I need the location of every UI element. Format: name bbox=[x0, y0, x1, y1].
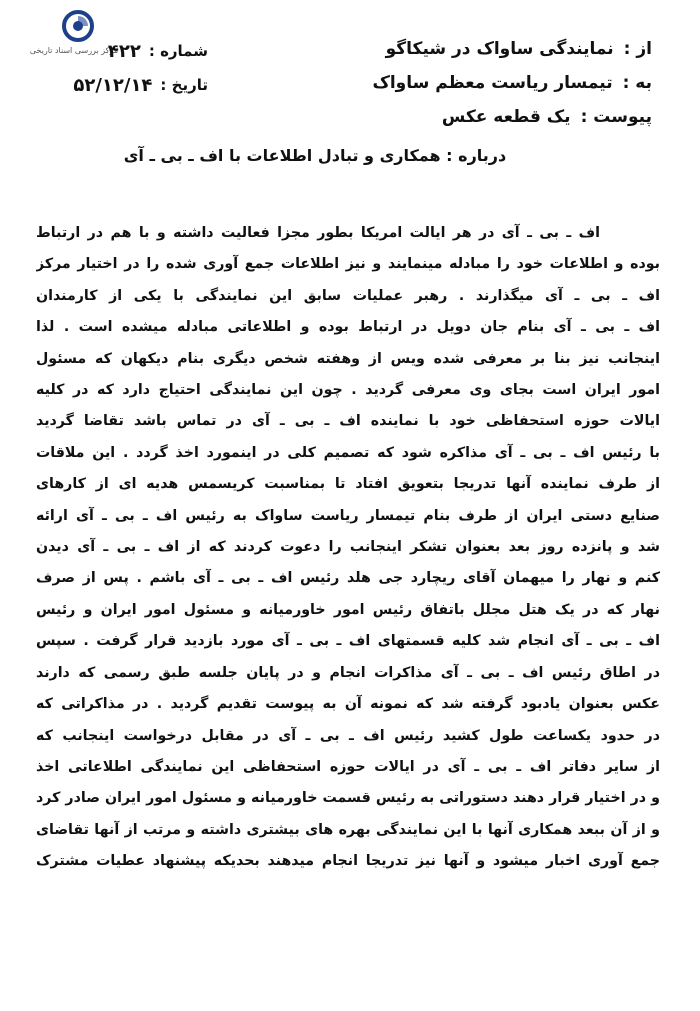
body-line: و در اختیار قرار دهند دستوراتی به رئیس قسمت خاورمیانه و مسئول امور ایران صادر کرد bbox=[36, 790, 660, 807]
attachment-label: پیوست : bbox=[580, 107, 652, 127]
letter-meta bbox=[58, 34, 208, 102]
body-line: نهار که در یک هتل مجلل باتفاق رئیس امور خاورمیانه و مسئول امور ایران و رئیس bbox=[36, 601, 660, 618]
number-row bbox=[58, 34, 208, 68]
body-line: عکس بعنوان یادبود گرفته شد که نمونه آن به پیوست تقدیم گردید . در مذاکراتی که bbox=[36, 696, 660, 713]
to-row bbox=[352, 66, 652, 100]
from-label: از : bbox=[623, 39, 652, 59]
from-row bbox=[352, 32, 652, 66]
body-line: صنایع دستی ایران از طرف بنام تیمسار ریاست ساواک به رئیس اف ـ بی ـ آی ارائه bbox=[36, 507, 660, 524]
body-line: و از آن ببعد همکاری آنها با این نمایندگی بهره های بیشتری داشته و مرتب از آنها تقاضای bbox=[36, 821, 660, 838]
body-line: اف ـ بی ـ آی در هر ایالت امریکا بطور مجزا فعالیت داشته و با هم در ارتباط bbox=[36, 225, 600, 241]
body-line: جمع آوری اخبار میشود و آنها نیز تدریجا انجام میدهند بحدیکه پیشنهاد عطیات مشترک bbox=[36, 853, 660, 870]
body-line: اف ـ بی ـ آی انجام شد کلیه قسمتهای اف ـ بی ـ آی مورد بازدید قرار گرفت . سپس bbox=[36, 633, 660, 650]
letter-routing bbox=[352, 32, 652, 134]
archive-caption: مرکز بررسی اسناد تاریخی bbox=[29, 46, 119, 55]
to-label: به : bbox=[622, 73, 652, 93]
body-line: اف ـ بی ـ آی بنام جان دویل در ارتباط بوده و اطلاعاتی مبادله میشده است . لذا bbox=[36, 319, 660, 336]
number-value: ۴۲۲ bbox=[107, 40, 141, 62]
body-line: در اطاق رئیس اف ـ بی ـ آی مذاکرات انجام و در پایان جلسه طبق رسمی که دارند bbox=[36, 664, 660, 681]
letter-subject: درباره : همکاری و تبادل اطلاعات با اف ـ بی ـ آی bbox=[123, 146, 507, 165]
attachment-row bbox=[352, 100, 652, 134]
body-line: اف ـ بی ـ آی میگذارند . رهبر عملیات سابق این نمایندگی با یکی از کارمندان bbox=[36, 287, 660, 304]
body-line: از سایر دفاتر اف ـ بی ـ آی در ایالات حوزه استحفاظی این نمایندگی اطلاعاتی اخذ bbox=[36, 758, 660, 775]
body-line: بوده و اطلاعات خود را مبادله مینمایند و نیز اطلاعات جمع آوری شده را در اختیار مرکز bbox=[36, 256, 660, 273]
body-line: امور ایران است بجای وی معرفی گردید . چون این نمایندگی احتیاج دارد که در کلیه bbox=[36, 382, 660, 399]
from-value: نمایندگی ساواک در شیکاگو bbox=[385, 39, 614, 59]
body-line: با رئیس اف ـ بی ـ آی مذاکره شود که تصمیم کلی در اینمورد اخذ گردد . این ملاقات bbox=[36, 444, 660, 461]
body-line: اینجانب نیز بنا بر معرفی شده ویس از وهفته شخص دیگری بنام دیکهان که مسئول bbox=[36, 350, 660, 367]
to-value: تیمسار ریاست معظم ساواک bbox=[372, 73, 613, 93]
date-row bbox=[58, 68, 208, 102]
body-line: کنم و نهار را میهمان آقای ریچارد جی هلد رئیس اف ـ بی ـ آی باشم . پس از صرف bbox=[36, 570, 660, 587]
body-line: شد و پانزده روز بعد بعنوان تشکر اینجانب را دعوت کردند که از اف ـ بی ـ آی دیدن bbox=[36, 539, 660, 556]
attachment-value: یک قطعه عکس bbox=[441, 107, 571, 127]
body-line: ایالات حوزه استحفاظی خود با نماینده اف ـ بی ـ آی در تماس باشد تقاضا گردید bbox=[36, 413, 660, 430]
letter-body bbox=[36, 218, 660, 878]
number-label: شماره : bbox=[148, 42, 208, 60]
date-value: ۵۲/۱۲/۱۴ bbox=[73, 74, 153, 96]
date-label: تاریخ : bbox=[160, 76, 208, 94]
body-line: از طرف نماینده آنها تدریجا بتعویق افتاد تا بمناسبت کریسمس هدیه ای از کارهای bbox=[36, 476, 660, 493]
body-line: در حدود یکساعت طول کشید رئیس اف ـ بی ـ آی در مقابل درخواست اینجانب که bbox=[36, 727, 660, 744]
